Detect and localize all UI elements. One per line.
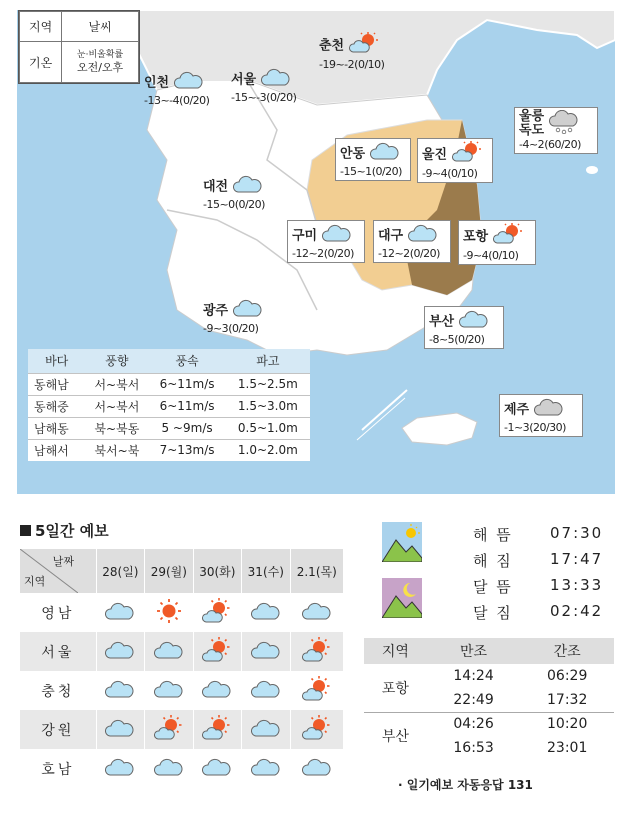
cloud-icon <box>242 593 290 632</box>
cloud-icon <box>193 671 241 710</box>
legend-precip-label: 눈·비올확률 <box>76 50 124 61</box>
city-daejeon <box>203 174 265 211</box>
sea-header: 파고 <box>226 349 310 373</box>
city-temp: -19~-2(0/10) <box>319 58 385 71</box>
cloud-icon <box>242 710 290 749</box>
cloud-icon <box>322 223 352 247</box>
city-name: 춘천 <box>319 38 345 54</box>
corner-date-label: 날짜 <box>52 555 74 568</box>
cloud-icon <box>233 298 263 322</box>
legend-weather-label: 날씨 <box>62 12 139 42</box>
square-bullet-icon <box>20 525 31 536</box>
cloud-icon <box>459 309 489 333</box>
city-uljin <box>417 138 493 183</box>
city-seoul <box>231 67 296 104</box>
sea-cell: 1.5~3.0m <box>226 395 310 417</box>
city-temp: -9~4(0/10) <box>463 249 519 262</box>
city-gwangju <box>203 298 263 335</box>
tide-header: 만조 <box>427 638 521 664</box>
forecast-title: 5일간 예보 <box>20 520 109 541</box>
city-incheon <box>144 70 209 107</box>
city-name: 제주 <box>504 402 530 418</box>
table-row <box>20 749 344 788</box>
city-temp: -15~0(0/20) <box>203 198 265 211</box>
cloud-icon <box>96 671 144 710</box>
table-row <box>20 671 344 710</box>
cloud-icon <box>242 671 290 710</box>
cloud-icon <box>370 141 400 165</box>
city-name: 울진 <box>422 147 448 163</box>
sea-header: 풍향 <box>85 349 148 373</box>
city-name: 인천 <box>144 75 170 91</box>
city-name: 대구 <box>378 228 404 244</box>
cloud-icon <box>290 593 343 632</box>
partly-sunny-icon <box>290 632 343 671</box>
forecast-region: 서울 <box>20 632 96 671</box>
city-name: 서울 <box>231 72 257 88</box>
sunset-time: 17:47 <box>550 550 604 568</box>
partly-sunny-icon <box>349 32 379 58</box>
partly-sunny-icon <box>193 632 241 671</box>
city-temp: -9~3(0/20) <box>203 322 259 335</box>
weather-map <box>17 10 615 494</box>
partly-sunny-icon <box>452 141 482 167</box>
table-row <box>364 664 614 688</box>
city-andong <box>335 138 411 181</box>
city-ulleung <box>514 107 598 154</box>
city-name: 구미 <box>292 228 318 244</box>
city-name: 안동 <box>340 146 366 162</box>
table-row <box>20 593 344 632</box>
corner-region-label: 지역 <box>24 575 46 588</box>
tide-high: 16:53 <box>453 740 494 756</box>
legend-region-label: 지역 <box>20 12 62 42</box>
sea-cell: 북~북동 <box>85 417 148 439</box>
sunrise-label: 해 뜸 <box>473 526 513 544</box>
table-row <box>28 417 310 439</box>
table-row <box>28 439 310 461</box>
moon-landscape-icon <box>382 578 422 622</box>
tide-high: 04:26 <box>427 712 521 736</box>
tide-table <box>364 638 614 760</box>
city-temp: -1~3(20/30) <box>504 421 566 434</box>
city-name: 광주 <box>203 303 229 319</box>
sea-cell: 서~북서 <box>85 373 148 395</box>
table-row <box>28 373 310 395</box>
day-header: 2.1(목) <box>290 549 343 593</box>
forecast-region: 강원 <box>20 710 96 749</box>
forecast-region: 호남 <box>20 749 96 788</box>
cloud-icon <box>96 593 144 632</box>
sun-icon <box>145 593 193 632</box>
forecast-region: 충청 <box>20 671 96 710</box>
tide-region: 포항 <box>381 680 409 697</box>
cloud-icon <box>145 632 193 671</box>
table-row <box>20 710 344 749</box>
sea-cell: 북서~북 <box>85 439 148 461</box>
moonrise-label: 달 뜸 <box>473 578 513 596</box>
moonrise-time: 13:33 <box>550 576 604 594</box>
tide-high: 22:49 <box>453 691 494 708</box>
city-pohang <box>458 220 536 265</box>
day-header: 29(월) <box>145 549 193 593</box>
moonset-time: 02:42 <box>550 602 604 620</box>
day-header: 31(수) <box>242 549 290 593</box>
cloud-icon <box>290 749 343 788</box>
cloud-icon <box>96 710 144 749</box>
cloud-icon <box>145 749 193 788</box>
sea-cell: 1.5~2.5m <box>226 373 310 395</box>
sea-conditions-table <box>28 349 310 461</box>
city-daegu <box>373 220 451 263</box>
day-header: 28(일) <box>96 549 144 593</box>
legend-ampm-label: 오전/오후 <box>76 61 124 75</box>
cloud-icon <box>174 70 204 94</box>
sea-cell: 동해중 <box>28 395 85 417</box>
forecast-region: 영남 <box>20 593 96 632</box>
tide-high: 14:24 <box>453 668 494 684</box>
sea-cell: 1.0~2.0m <box>226 439 310 461</box>
cloud-icon <box>96 749 144 788</box>
corner-header <box>20 549 96 593</box>
sea-cell: 5 ~9m/s <box>148 417 225 439</box>
table-row <box>28 395 310 417</box>
city-temp: -15~1(0/20) <box>340 165 402 178</box>
city-temp: -13~-4(0/20) <box>144 94 210 107</box>
cloud-icon <box>233 174 263 198</box>
table-row <box>364 712 614 736</box>
city-name: 울릉 독도 <box>519 109 545 138</box>
sea-cell: 0.5~1.0m <box>226 417 310 439</box>
city-temp: -4~2(60/20) <box>519 138 581 151</box>
city-name: 대전 <box>203 179 229 195</box>
cloud-icon <box>242 749 290 788</box>
sunrise-time: 07:30 <box>550 524 604 542</box>
city-busan <box>424 306 504 349</box>
tide-header: 간조 <box>520 638 614 664</box>
sea-cell: 서~북서 <box>85 395 148 417</box>
cloud-icon <box>408 223 438 247</box>
partly-sunny-icon <box>290 671 343 710</box>
tide-header: 지역 <box>364 638 427 664</box>
auto-response-line: · 일기예보 자동응답 131 <box>398 778 533 792</box>
legend-precip-cell <box>62 42 139 83</box>
cloud-icon <box>261 67 291 91</box>
sea-header: 풍속 <box>148 349 225 373</box>
tide-low: 23:01 <box>547 740 588 756</box>
cloud-icon <box>193 749 241 788</box>
day-header: 30(화) <box>193 549 241 593</box>
sea-cell: 7~13m/s <box>148 439 225 461</box>
city-temp: -12~2(0/20) <box>292 247 354 260</box>
sea-cell: 6~11m/s <box>148 395 225 417</box>
city-name: 부산 <box>429 314 455 330</box>
five-day-forecast-table <box>20 549 344 788</box>
sunset-label: 해 짐 <box>473 552 513 570</box>
moonset-label: 달 짐 <box>473 604 513 622</box>
tide-region: 부산 <box>364 712 427 760</box>
city-gumi <box>287 220 365 263</box>
sea-header: 바다 <box>28 349 85 373</box>
city-temp: -8~5(0/20) <box>429 333 485 346</box>
legend-temp-label: 기온 <box>20 42 62 83</box>
cloud-icon <box>242 632 290 671</box>
sun-landscape-icon <box>382 522 422 566</box>
city-chuncheon <box>319 32 384 71</box>
partly-sunny-icon <box>193 593 241 632</box>
city-temp: -9~4(0/10) <box>422 167 478 180</box>
city-temp: -12~2(0/20) <box>378 247 440 260</box>
partly-sunny-icon <box>145 710 193 749</box>
partly-sunny-icon <box>493 223 523 249</box>
tide-low: 17:32 <box>547 691 588 708</box>
partly-sunny-icon <box>193 710 241 749</box>
tide-low: 06:29 <box>547 668 588 684</box>
partly-sunny-icon <box>290 710 343 749</box>
sea-cell: 남해동 <box>28 417 85 439</box>
sea-cell: 남해서 <box>28 439 85 461</box>
tide-low: 10:20 <box>520 712 614 736</box>
sea-cell: 동해남 <box>28 373 85 395</box>
snow-cloud-icon <box>549 110 579 138</box>
map-legend <box>18 10 140 84</box>
city-temp: -15~-3(0/20) <box>231 91 297 104</box>
sea-cell: 6~11m/s <box>148 373 225 395</box>
table-row <box>20 632 344 671</box>
city-name: 포항 <box>463 229 489 245</box>
cloud-icon <box>96 632 144 671</box>
city-jeju <box>499 394 583 437</box>
cloud-icon <box>145 671 193 710</box>
gray-cloud-icon <box>534 397 564 421</box>
